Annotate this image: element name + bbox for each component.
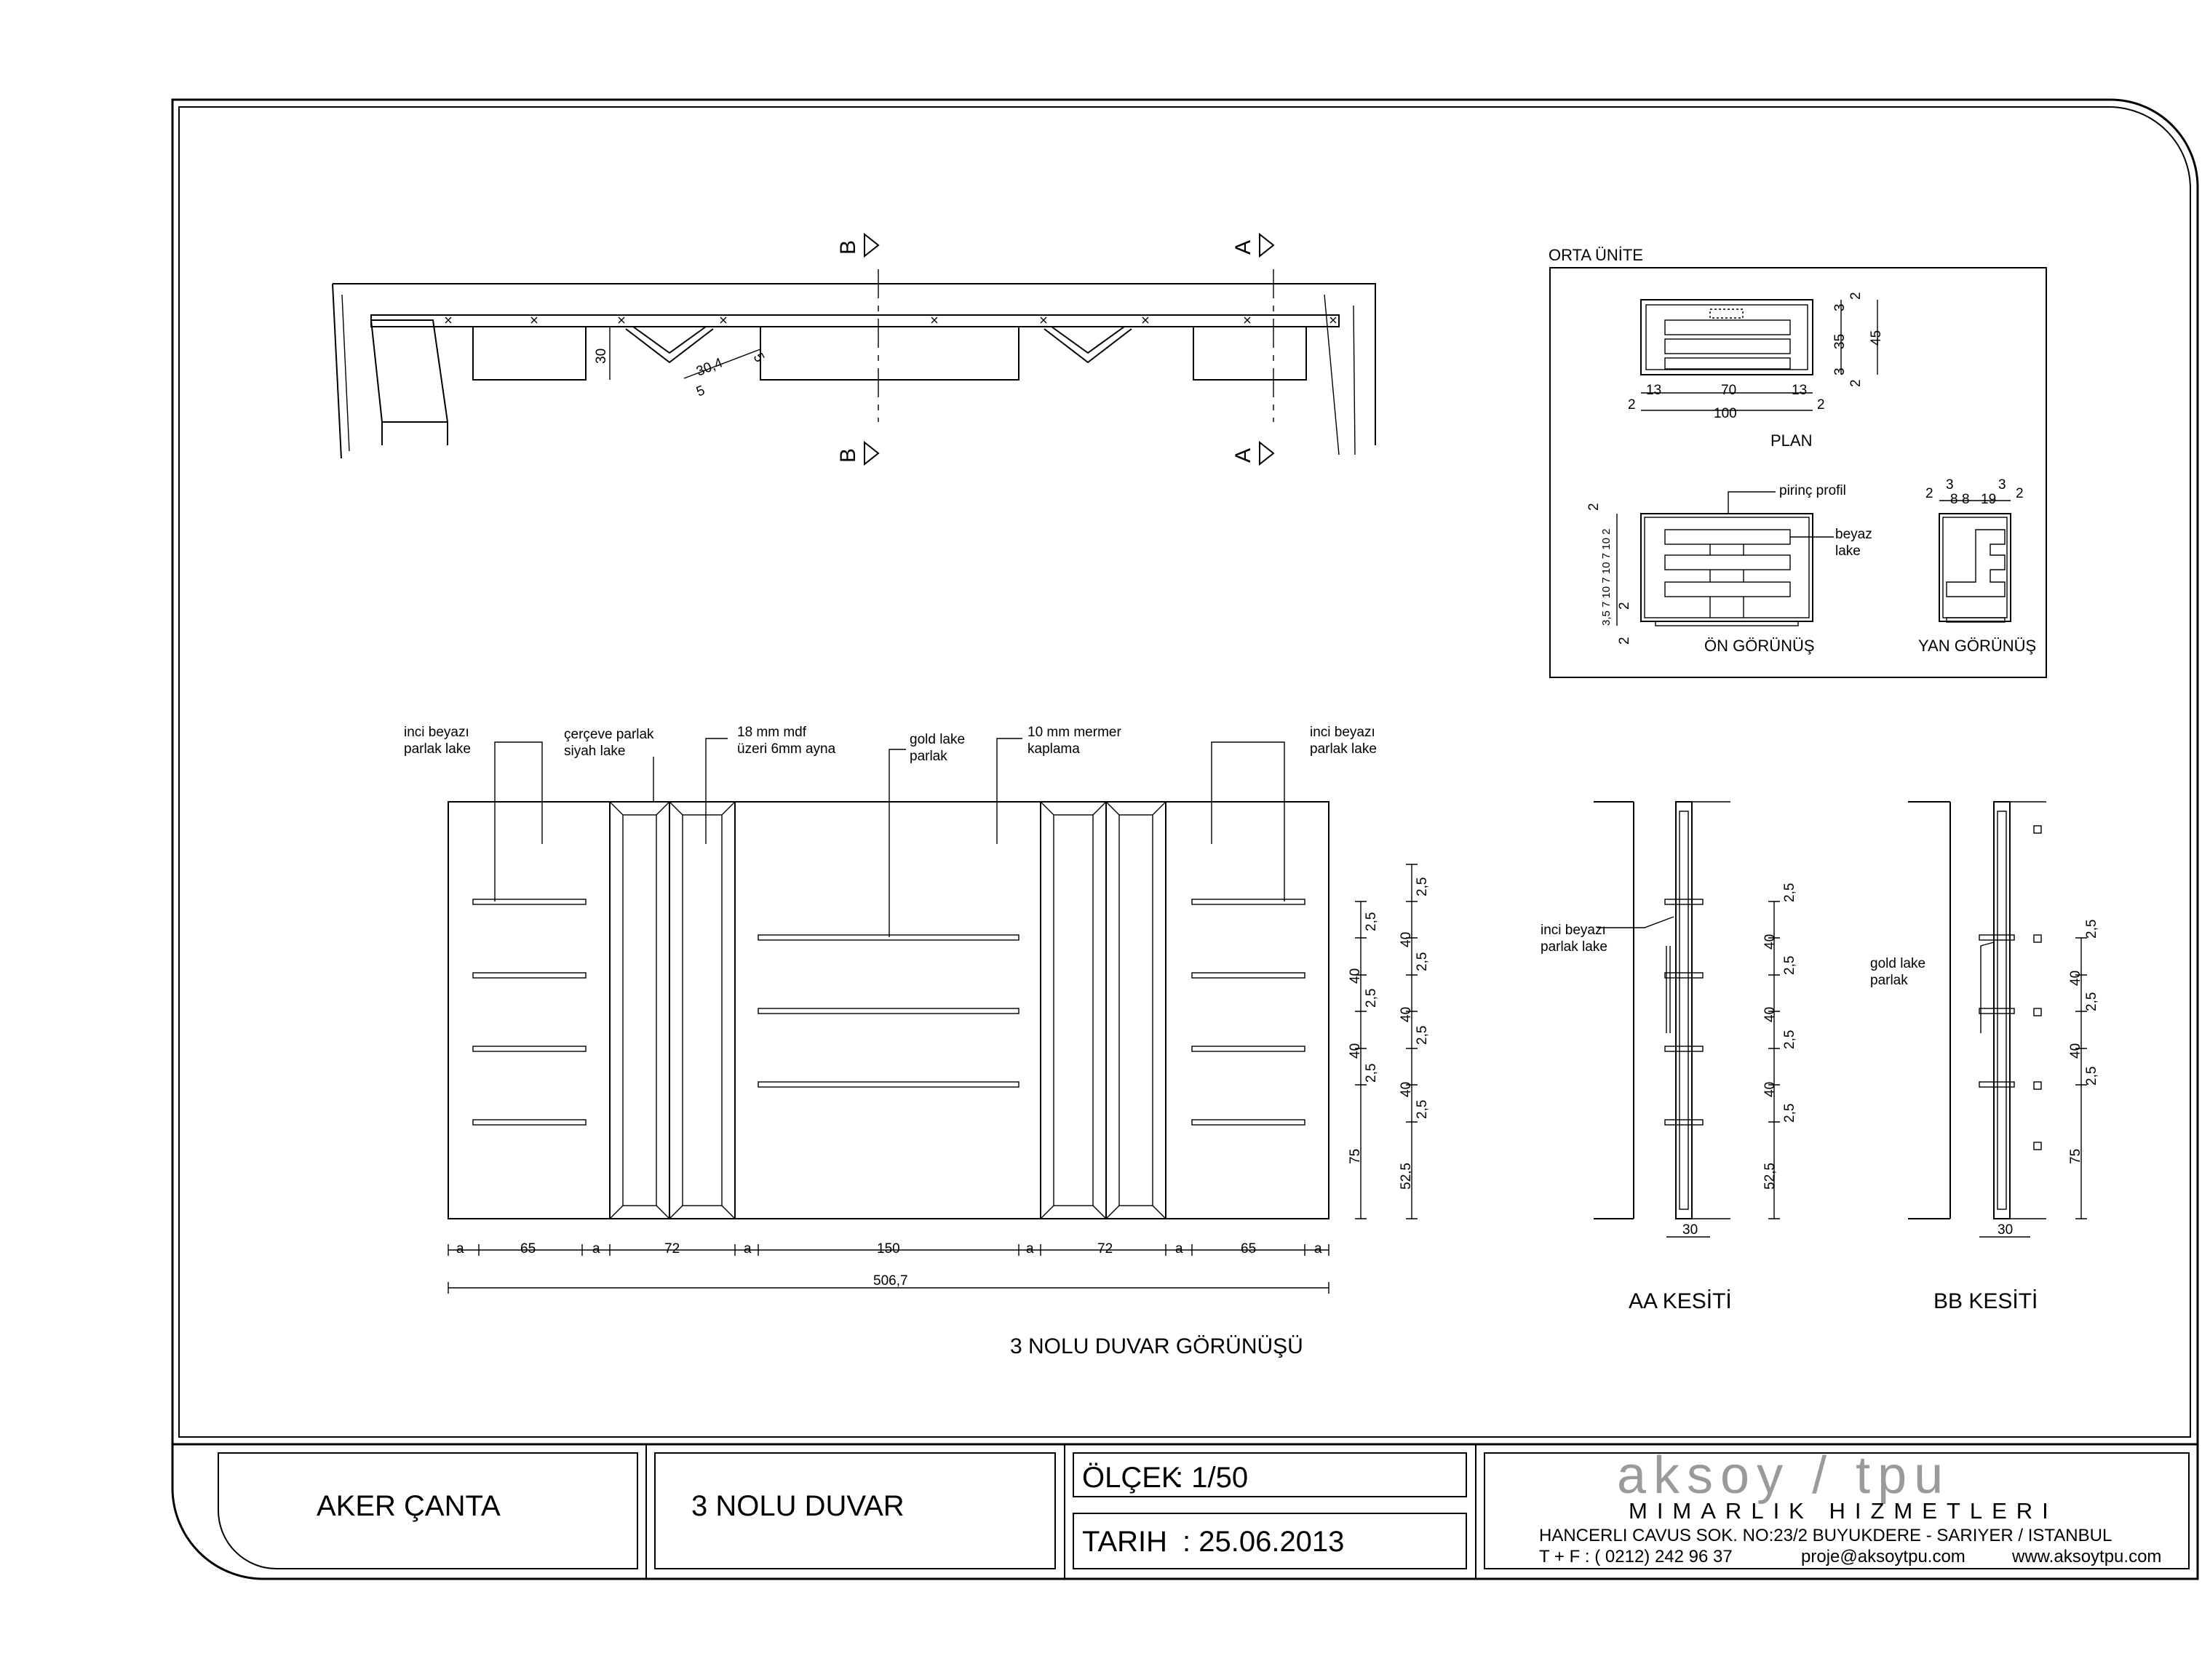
elevation-title: 3 NOLU DUVAR GÖRÜNÜŞÜ [1010, 1334, 1303, 1358]
orta-unite-detail [1549, 246, 2046, 677]
aa-dim-3: 2,5 [1782, 955, 1797, 975]
dim-outer-5: 2,5 [1415, 1025, 1430, 1045]
ou-side-3a: 3 [1946, 477, 1954, 493]
date-value: : 25.06.2013 [1182, 1526, 1345, 1558]
ou-side-8b: 8 [1962, 492, 1970, 507]
plan-dim-5b: 5 [750, 351, 768, 365]
section-aa [1541, 802, 1797, 1313]
plan-view [333, 234, 1375, 464]
aa-dim-4: 40 [1762, 1006, 1778, 1022]
dim-inner-4: 40 [1348, 1043, 1363, 1059]
section-a-top: A [1231, 239, 1255, 255]
dim-72-left: 72 [664, 1241, 680, 1257]
section-b-top: B [836, 239, 860, 255]
dim-a-5: a [1175, 1241, 1183, 1257]
section-b-bottom: B [836, 447, 860, 463]
project-name: AKER ÇANTA [317, 1490, 501, 1522]
ou-side-2a: 2 [1925, 486, 1933, 501]
ou-side-label: YAN GÖRÜNÜŞ [1918, 637, 2037, 655]
dim-72-right: 72 [1097, 1241, 1113, 1257]
ou-plan-100: 100 [1714, 406, 1737, 421]
ou-plan-2a: 2 [1628, 397, 1636, 413]
aa-note-l2: parlak lake [1541, 939, 1607, 955]
note-mdf-l2: üzeri 6mm ayna [737, 741, 836, 757]
dim-outer-7: 2,5 [1415, 1099, 1430, 1119]
section-bb [1870, 802, 2099, 1313]
firm-address: HANCERLI CAVUS SOK. NO:23/2 BUYUKDERE - SARIYER / ISTANBUL [1539, 1526, 2112, 1545]
date-label: TARIH [1082, 1526, 1168, 1558]
title-block [218, 1446, 2189, 1569]
ou-plan-r35: 35 [1832, 333, 1848, 349]
section-a-bottom: A [1231, 447, 1255, 463]
dim-a-4: a [1026, 1241, 1034, 1257]
bb-dim-6: 75 [2068, 1148, 2083, 1164]
ou-plan-label: PLAN [1770, 431, 1813, 450]
ou-plan-r2b: 2 [1848, 379, 1864, 387]
dim-a-6: a [1314, 1241, 1322, 1257]
dim-a-3: a [744, 1241, 752, 1257]
plan-dim-depth: 30 [594, 348, 609, 364]
note-gold-l2: parlak [910, 749, 947, 764]
ou-front-2a: 2 [1586, 503, 1602, 511]
bb-note-l2: parlak [1870, 973, 1908, 988]
shelves-center [758, 935, 1019, 1087]
note-inci1-l1: inci beyazı [404, 725, 469, 740]
aa-dim-1: 2,5 [1782, 883, 1797, 902]
dim-150: 150 [877, 1241, 900, 1257]
mirror-panel-left-1 [610, 802, 669, 1219]
note-cerceve-l2: siyah lake [564, 744, 626, 759]
ou-note-lake: lake [1835, 544, 1861, 559]
bb-dim-1: 2,5 [2084, 919, 2099, 939]
mirror-panel-left-2 [669, 802, 735, 1219]
dim-outer-1: 2,5 [1415, 877, 1430, 896]
note-mdf-l1: 18 mm mdf [737, 725, 807, 740]
ou-side-2b: 2 [2016, 486, 2024, 501]
firm-phone: T + F : ( 0212) 242 96 37 [1539, 1547, 1733, 1566]
bb-dim-5: 2,5 [2084, 1066, 2099, 1086]
bb-note-l1: gold lake [1870, 956, 1926, 971]
dim-total: 506,7 [873, 1273, 908, 1289]
aa-dim-8: 52,5 [1762, 1163, 1778, 1190]
note-inci1-l2: parlak lake [404, 741, 471, 757]
bb-dim-2: 40 [2068, 970, 2083, 986]
bb-title: BB KESİTİ [1933, 1289, 2038, 1313]
firm-logo: aksoy / tpu [1617, 1446, 1951, 1505]
aa-dim-7: 2,5 [1782, 1103, 1797, 1123]
note-gold-l1: gold lake [910, 732, 966, 747]
aa-dim-5: 2,5 [1782, 1030, 1797, 1049]
note-mermer-l2: kaplama [1028, 741, 1080, 757]
ou-front-2c: 2 [1617, 637, 1632, 645]
firm-name: MIMARLIK HIZMETLERI [1629, 1498, 2058, 1524]
firm-email: proje@aksoytpu.com [1801, 1547, 1965, 1566]
ou-note-profile: pirinç profil [1779, 483, 1846, 498]
dim-outer-8: 52,5 [1399, 1163, 1414, 1190]
ou-plan-r45: 45 [1869, 330, 1884, 346]
dim-inner-6: 75 [1348, 1148, 1363, 1164]
ou-side-3b: 3 [1998, 477, 2006, 493]
dim-a-2: a [592, 1241, 600, 1257]
bb-width: 30 [1998, 1222, 2014, 1238]
sheet-title: 3 NOLU DUVAR [691, 1490, 905, 1522]
ou-plan-r3a: 3 [1832, 303, 1848, 311]
ou-plan-70: 70 [1721, 383, 1737, 398]
ou-side-19: 19 [1981, 492, 1997, 507]
wall-elevation [404, 725, 1430, 1358]
scale-value: : 1/50 [1175, 1462, 1249, 1494]
ou-plan-r3b: 3 [1832, 367, 1848, 375]
ou-front-label: ÖN GÖRÜNÜŞ [1704, 637, 1815, 655]
plan-dim-angle: 30,4 [694, 355, 726, 380]
aa-note-l1: inci beyazı [1541, 923, 1606, 938]
scale-label: ÖLÇEK [1082, 1462, 1181, 1494]
dim-a-1: a [456, 1241, 464, 1257]
ou-front-stack: 3,5 7 10 7 10 7 10 2 [1600, 528, 1613, 626]
note-inci2-l2: parlak lake [1310, 741, 1377, 757]
note-cerceve-l1: çerçeve parlak [564, 727, 654, 742]
aa-dim-2: 40 [1762, 933, 1778, 950]
dim-outer-6: 40 [1399, 1081, 1414, 1097]
elevation-notes [404, 725, 1377, 937]
dim-65-right: 65 [1241, 1241, 1257, 1257]
aa-dim-6: 40 [1762, 1081, 1778, 1097]
ou-plan-r2a: 2 [1848, 292, 1864, 300]
note-inci2-l1: inci beyazı [1310, 725, 1375, 740]
ou-side-8a: 8 [1950, 492, 1958, 507]
ou-plan-13a: 13 [1646, 383, 1662, 398]
dim-inner-3: 2,5 [1364, 988, 1379, 1008]
shelves-right [1192, 899, 1305, 1125]
bb-dim-4: 40 [2068, 1043, 2083, 1059]
bb-dim-3: 2,5 [2084, 992, 2099, 1011]
orta-unite-title: ORTA ÜNİTE [1549, 246, 1643, 264]
dim-outer-2: 40 [1399, 931, 1414, 947]
dim-65-left: 65 [520, 1241, 536, 1257]
dim-inner-5: 2,5 [1364, 1063, 1379, 1083]
plan-dim-5a: 5 [694, 383, 707, 400]
ou-front-2b: 2 [1617, 602, 1632, 610]
ou-note-beyaz: beyaz [1835, 527, 1872, 542]
mirror-panel-right-2 [1106, 802, 1166, 1219]
mirror-panel-right-1 [1041, 802, 1106, 1219]
dim-outer-3: 2,5 [1415, 952, 1430, 971]
aa-title: AA KESİTİ [1629, 1289, 1732, 1313]
ou-plan-13b: 13 [1792, 383, 1808, 398]
firm-website: www.aksoytpu.com [2012, 1547, 2162, 1566]
aa-width: 30 [1682, 1222, 1698, 1238]
note-mermer-l1: 10 mm mermer [1028, 725, 1121, 740]
shelves-left [473, 899, 586, 1125]
dim-outer-4: 40 [1399, 1006, 1414, 1022]
dim-inner-2: 40 [1348, 968, 1363, 984]
dim-inner-1: 2,5 [1364, 912, 1379, 931]
ou-plan-2b: 2 [1817, 397, 1825, 413]
elevation-right-dims [1348, 864, 1430, 1219]
elevation-bottom-dims [448, 1241, 1329, 1294]
